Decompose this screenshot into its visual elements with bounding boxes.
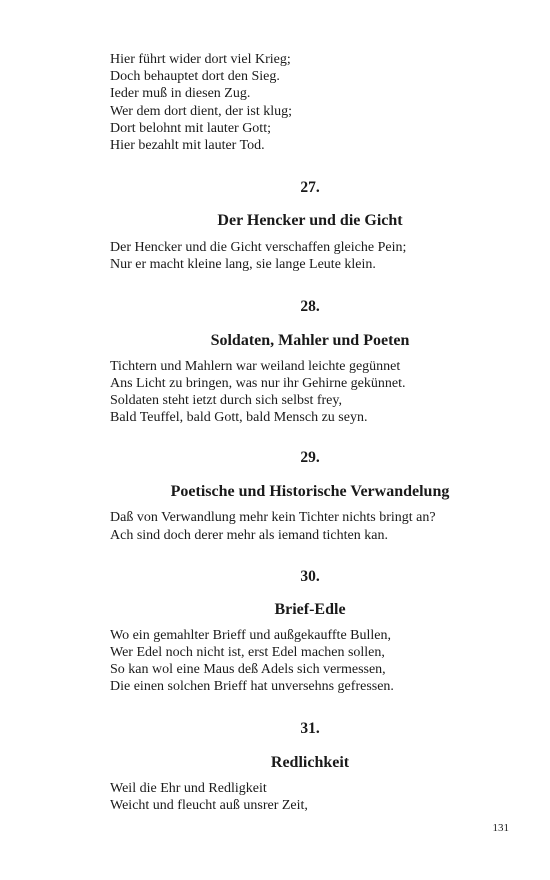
poem-body [110,239,510,273]
poem-title: Poetische und Historische Verwandelung [170,483,450,501]
verse-line: Nur er macht kleine lang, sie lange Leute klein. [110,257,376,273]
verse-line: Daß von Verwandlung mehr kein Tichter nichts bringt an? [110,510,436,526]
poem-number: 27. [300,179,320,197]
verse-line: So kan wol eine Maus deß Adels sich vermessen, [110,662,386,678]
verse-line: Hier führt wider dort viel Krieg; [110,52,291,67]
poem-body [110,358,510,427]
poem-title: Soldaten, Mahler und Poeten [210,331,410,349]
verse-line: Ach sind doch derer mehr als iemand tichten kan. [110,527,388,543]
poem-number: 31. [300,719,320,737]
page-body [110,51,510,814]
verse-line: Weil die Ehr und Redligkeit [110,780,267,796]
verse-line: Tichtern und Mahlern war weiland leichte gegünnet [110,358,401,374]
poem-body [110,780,510,814]
verse-line: Dort belohnt mit lauter Gott; [110,120,271,136]
verse-line: Ieder muß in diesen Zug. [110,86,251,102]
verse-line: Wer Edel noch nicht ist, erst Edel machen sollen, [110,645,385,661]
poem-number: 29. [300,449,320,467]
verse-line: Hier bezahlt mit lauter Tod. [110,138,265,154]
verse-line: Soldaten steht ietzt durch sich selbst frey, [110,393,342,409]
poem-number: 30. [300,567,320,585]
poem-body [110,509,510,543]
verse-line: Wo ein gemahlter Brieff und außgekauffte Bullen, [110,627,391,643]
page-number: 131 [492,822,509,834]
verse-line: Wer dem dort dient, der ist klug; [110,103,292,119]
poem-title: Brief-Edle [274,600,346,618]
poem-title: Der Hencker und die Gicht [217,212,403,230]
verse-line: Bald Teuffel, bald Gott, bald Mensch zu seyn. [110,410,368,426]
poem-body [110,627,510,696]
verse-line: Die einen solchen Brieff hat unversehns gefressen. [110,679,394,695]
poem-title: Redlichkeit [270,753,350,771]
poem-stanza-continued [110,51,510,154]
verse-line: Der Hencker und die Gicht verschaffen gleiche Pein; [110,240,407,256]
verse-line: Doch behauptet dort den Sieg. [110,69,280,85]
verse-line: Weicht und fleucht auß unsrer Zeit, [110,797,308,813]
poem-number: 28. [300,297,320,315]
verse-line: Ans Licht zu bringen, was nur ihr Gehirne gekünnet. [110,375,406,391]
